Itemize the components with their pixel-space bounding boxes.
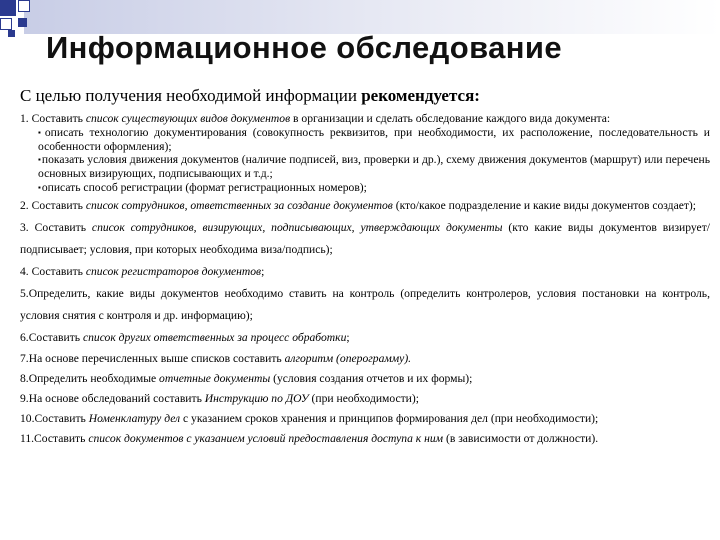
page-title: Информационное обследование: [46, 30, 563, 65]
list-item: 1. Составить список существующих видов документов в организации и сделать обследование каждого вида документа:: [20, 112, 611, 125]
lead-text: С целью получения необходимой информации рекомендуется:: [20, 86, 480, 105]
list-item: 11.Составить список документов с указанием условий предоставления доступа к ним (в зависимости от должности).: [20, 431, 599, 445]
list-item: 9.На основе обследований составить Инструкцию по ДОУ (при необходимости);: [20, 391, 419, 405]
title-decor-bar: [24, 0, 720, 34]
list-item: 8.Определить необходимые отчетные документы (условия создания отчетов и их формы);: [20, 371, 473, 385]
decor-square: [18, 18, 27, 27]
sub-item: ▪описать технологию документирования (совокупность реквизитов, при необходимости, их расположение, последовательность и особенности оформления);: [38, 125, 711, 153]
list-item: 6.Составить список других ответственных за процесс обработки;: [20, 330, 350, 344]
sub-item: ▪показать условия движения документов (наличие подписей, виз, проверки и др.), схему движения документов (маршрут) или перечень основных визирующих, подписывающих и т.д.;: [38, 153, 710, 181]
decor-square: [18, 0, 30, 12]
list-item: 10.Составить Номенклатуру дел с указанием сроков хранения и принципов формирования дел (при необходимости);: [20, 411, 599, 425]
list-item: 2. Составить список сотрудников, ответственных за создание документов (кто/какое подразделение и какие виды документов создает);: [20, 198, 697, 212]
decor-square: [8, 30, 15, 37]
decor-square: [0, 18, 12, 30]
sub-item: ▪описать способ регистрации (формат регистрационных номеров);: [38, 180, 367, 194]
content-body: [20, 112, 710, 449]
list-item: 5.Определить, какие виды документов необходимо ставить на контроль (определить контролеров, условия постановки на контроль, условия снятия с контроля и др. информацию);: [20, 286, 710, 322]
list-item: 7.На основе перечисленных выше списков составить алгоритм (оперограмму).: [20, 351, 412, 365]
list-item: 4. Составить список регистраторов документов;: [20, 264, 265, 278]
decor-square: [0, 0, 16, 16]
list-item: 3. Составить список сотрудников, визирующих, подписывающих, утверждающих документы (кто какие виды документов визирует/подписывает; условия, при которых необходима виза/подпись);: [20, 220, 710, 256]
